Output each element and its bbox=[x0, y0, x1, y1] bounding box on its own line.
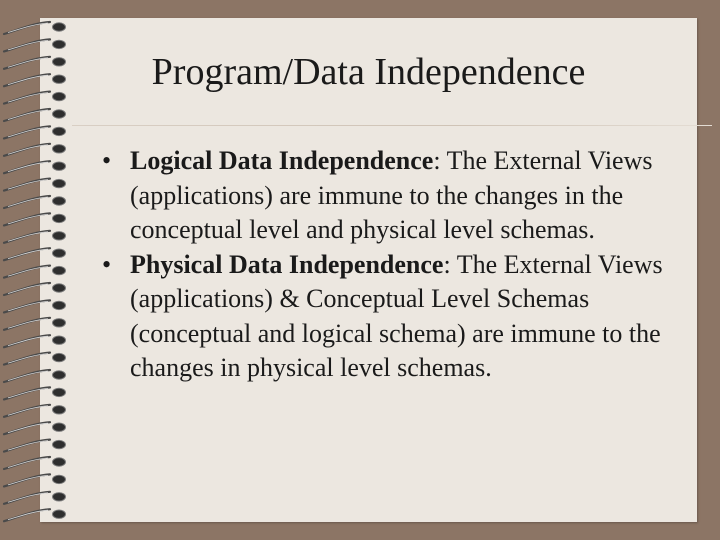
bullet-item bbox=[100, 144, 680, 248]
coil-highlight bbox=[8, 162, 48, 172]
bullet-text: : The External Views (applications) are immune to the changes in the conceptual level and physical level schemas. bbox=[130, 146, 653, 244]
coil-highlight bbox=[8, 388, 48, 398]
coil-highlight bbox=[8, 127, 48, 136]
bullet-term: Logical Data Independence bbox=[130, 146, 434, 175]
coil-highlight bbox=[8, 249, 48, 259]
coil-highlight bbox=[8, 475, 48, 485]
coil-highlight bbox=[8, 510, 48, 520]
coil-highlight bbox=[8, 180, 48, 190]
bullet-icon: • bbox=[102, 146, 112, 175]
bullet-list bbox=[100, 144, 680, 386]
coil-highlight bbox=[8, 267, 48, 277]
bullet-term: Physical Data Independence bbox=[130, 249, 444, 279]
slide-title: Program/Data Independence bbox=[151, 51, 586, 93]
coil-highlight bbox=[8, 110, 48, 120]
bullet-item bbox=[100, 248, 680, 386]
coil-highlight bbox=[8, 423, 48, 433]
coil-highlight bbox=[8, 93, 48, 103]
coil-highlight bbox=[8, 354, 48, 364]
coil-highlight bbox=[8, 23, 48, 33]
coil-highlight bbox=[8, 493, 48, 503]
coil-highlight bbox=[8, 40, 48, 50]
coil-highlight bbox=[8, 371, 48, 381]
coil-highlight bbox=[8, 197, 48, 207]
coil-highlight bbox=[8, 336, 48, 346]
bullet-text: : The External Views (applications) & Conceptual Level Schemas (conceptual and logical schema) are immune to the changes in physical level schemas. bbox=[130, 249, 663, 382]
bullet-icon: • bbox=[102, 249, 112, 279]
coil-highlight bbox=[8, 232, 48, 242]
coil-highlight bbox=[8, 406, 48, 416]
coil-highlight bbox=[8, 145, 48, 155]
title-divider bbox=[72, 125, 712, 126]
coil-highlight bbox=[8, 301, 48, 311]
coil-highlight bbox=[8, 441, 48, 451]
coil-highlight bbox=[8, 284, 48, 294]
coil-highlight bbox=[8, 458, 48, 468]
coil-highlight bbox=[8, 319, 48, 329]
coil-highlight bbox=[8, 214, 48, 224]
